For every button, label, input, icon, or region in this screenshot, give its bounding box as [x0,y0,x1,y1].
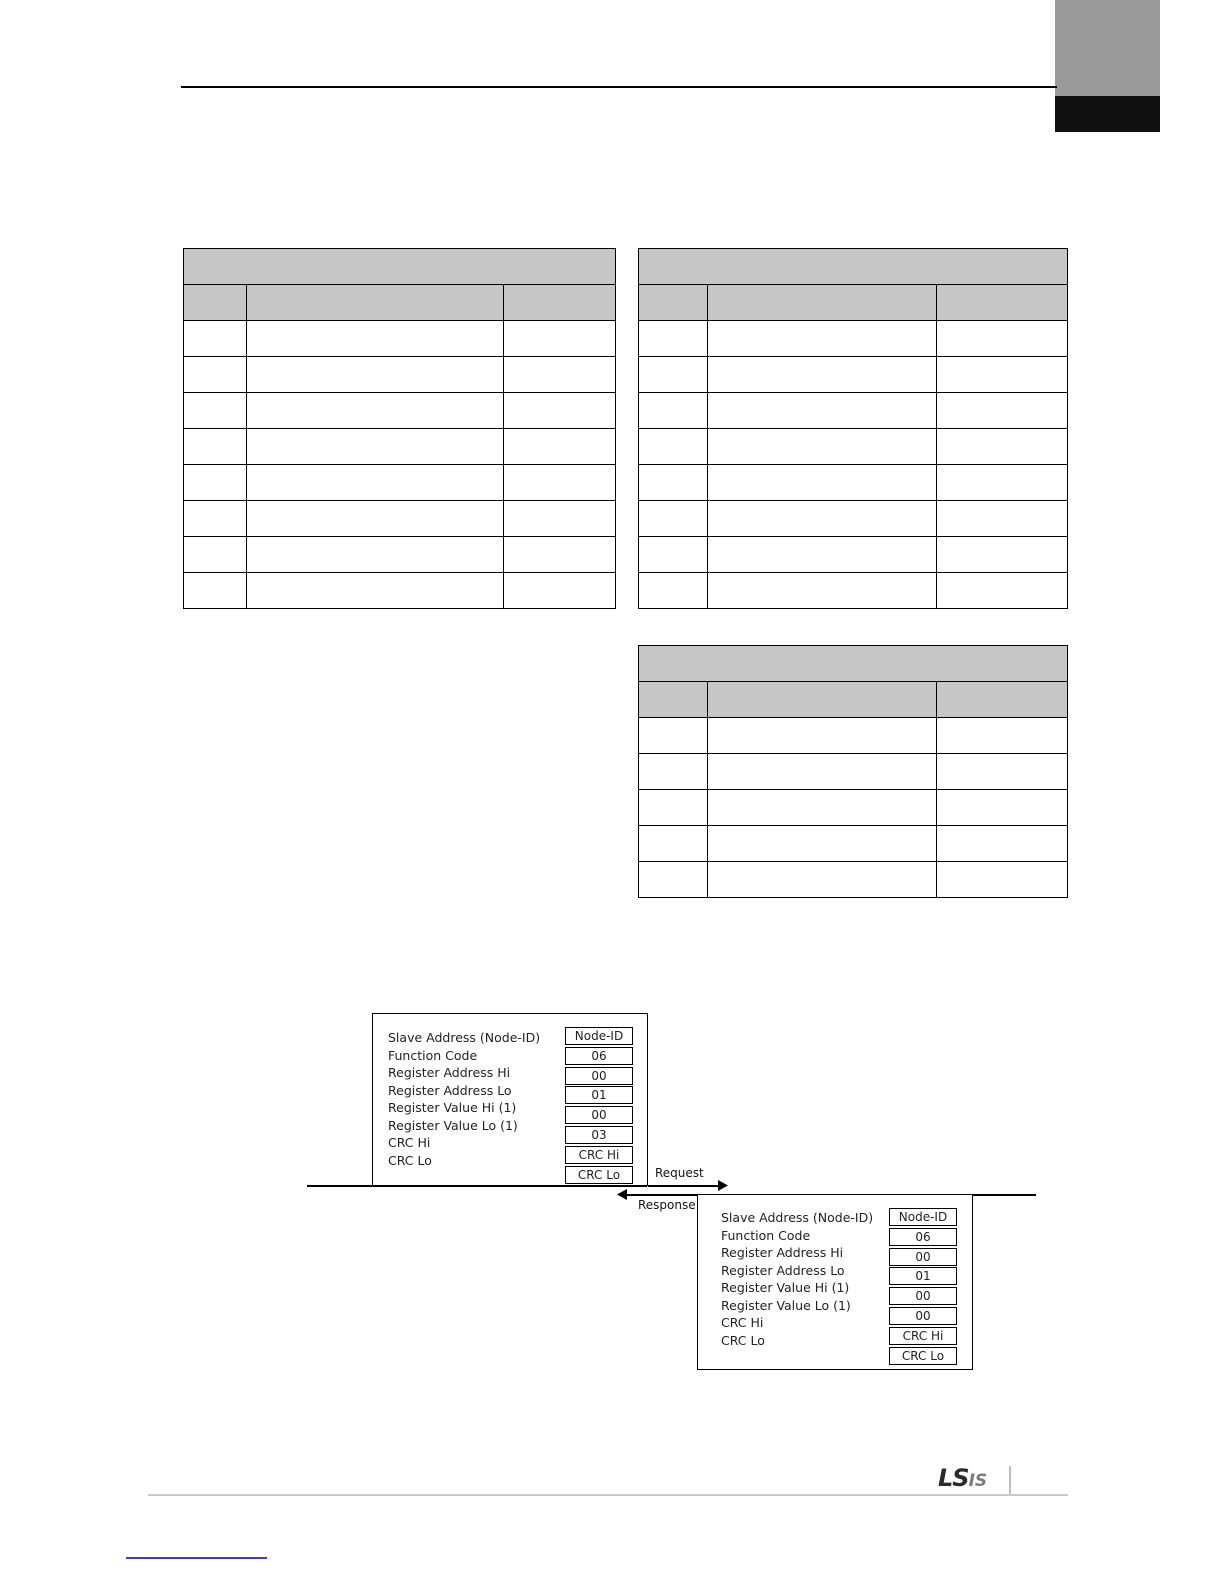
request-value-list [565,1027,633,1185]
logo-is-text: IS [968,1471,988,1491]
request-value-cell: 00 [565,1106,633,1124]
register-table-right-top [638,248,1068,609]
response-value-cell: 00 [889,1307,957,1325]
table-row [639,465,1068,501]
response-value-list [889,1208,957,1366]
table-title-row [184,249,616,285]
request-field-function-code: Function Code [388,1047,478,1063]
logo-divider [1009,1466,1011,1494]
request-value-cell: 00 [565,1067,633,1085]
table-row [184,429,616,465]
response-value-cell: CRC Hi [889,1327,957,1345]
request-arrowhead-icon [718,1180,728,1191]
request-field-crc-lo: CRC Lo [388,1152,432,1168]
response-field-list [721,1209,873,1349]
table-row [184,465,616,501]
register-table-left [183,248,616,609]
response-value-cell: 01 [889,1267,957,1285]
table-row [184,393,616,429]
chapter-tab-marker [1055,96,1160,132]
table-row [639,573,1068,609]
lsis-logo [938,1464,987,1492]
footer-link-underline[interactable] [126,1557,267,1559]
request-field-crc-hi: CRC Hi [388,1135,431,1150]
response-field-register-address-hi: Register Address Hi [721,1245,844,1260]
request-field-slave-address: Slave Address (Node-ID) [388,1030,541,1045]
response-value-cell: 06 [889,1228,957,1246]
response-field-crc-lo: CRC Lo [721,1332,765,1348]
response-arrow [622,1194,698,1196]
request-field-register-value-lo: Register Value Lo (1) [388,1117,518,1133]
request-value-cell: 01 [565,1086,633,1104]
response-field-register-value-lo: Register Value Lo (1) [721,1297,851,1313]
response-field-function-code: Function Code [721,1227,811,1243]
table-row [639,826,1068,862]
request-value-cell: Node-ID [565,1027,633,1045]
table-row [639,790,1068,826]
table-row [184,573,616,609]
request-field-register-address-hi: Register Address Hi [388,1065,511,1080]
register-table-right-bottom [638,645,1068,898]
request-value-cell: 03 [565,1126,633,1144]
request-label: Request [655,1166,704,1180]
response-label: Response [638,1198,696,1212]
master-timeline [307,1185,647,1187]
request-value-cell: CRC Hi [565,1146,633,1164]
response-field-slave-address: Slave Address (Node-ID) [721,1210,874,1225]
table-row [639,321,1068,357]
response-value-cell: Node-ID [889,1208,957,1226]
request-field-list [388,1029,540,1169]
table-title-row [639,646,1068,682]
response-value-cell: 00 [889,1287,957,1305]
request-field-register-address-lo: Register Address Lo [388,1082,512,1098]
table-header-row [184,285,616,321]
response-field-crc-hi: CRC Hi [721,1315,764,1330]
table-row [639,501,1068,537]
table-title-row [639,249,1068,285]
table-row [639,718,1068,754]
table-row [639,429,1068,465]
table-row [184,501,616,537]
table-row [639,862,1068,898]
request-arrow [648,1185,722,1187]
logo-ls-text: LS [938,1464,969,1492]
table-header-row [639,285,1068,321]
request-value-cell: CRC Lo [565,1166,633,1184]
response-value-cell: 00 [889,1248,957,1266]
header-rule [181,86,1057,88]
response-field-register-value-hi: Register Value Hi (1) [721,1280,850,1295]
table-header-row [639,682,1068,718]
table-row [184,537,616,573]
table-row [639,357,1068,393]
table-row [639,754,1068,790]
table-row [184,357,616,393]
request-value-cell: 06 [565,1047,633,1065]
response-value-cell: CRC Lo [889,1347,957,1365]
table-row [639,537,1068,573]
table-row [639,393,1068,429]
table-row [184,321,616,357]
request-field-register-value-hi: Register Value Hi (1) [388,1100,517,1115]
footer-rule [148,1494,1068,1496]
slave-timeline [970,1194,1036,1196]
response-field-register-address-lo: Register Address Lo [721,1262,845,1278]
chapter-tab [1055,0,1160,96]
